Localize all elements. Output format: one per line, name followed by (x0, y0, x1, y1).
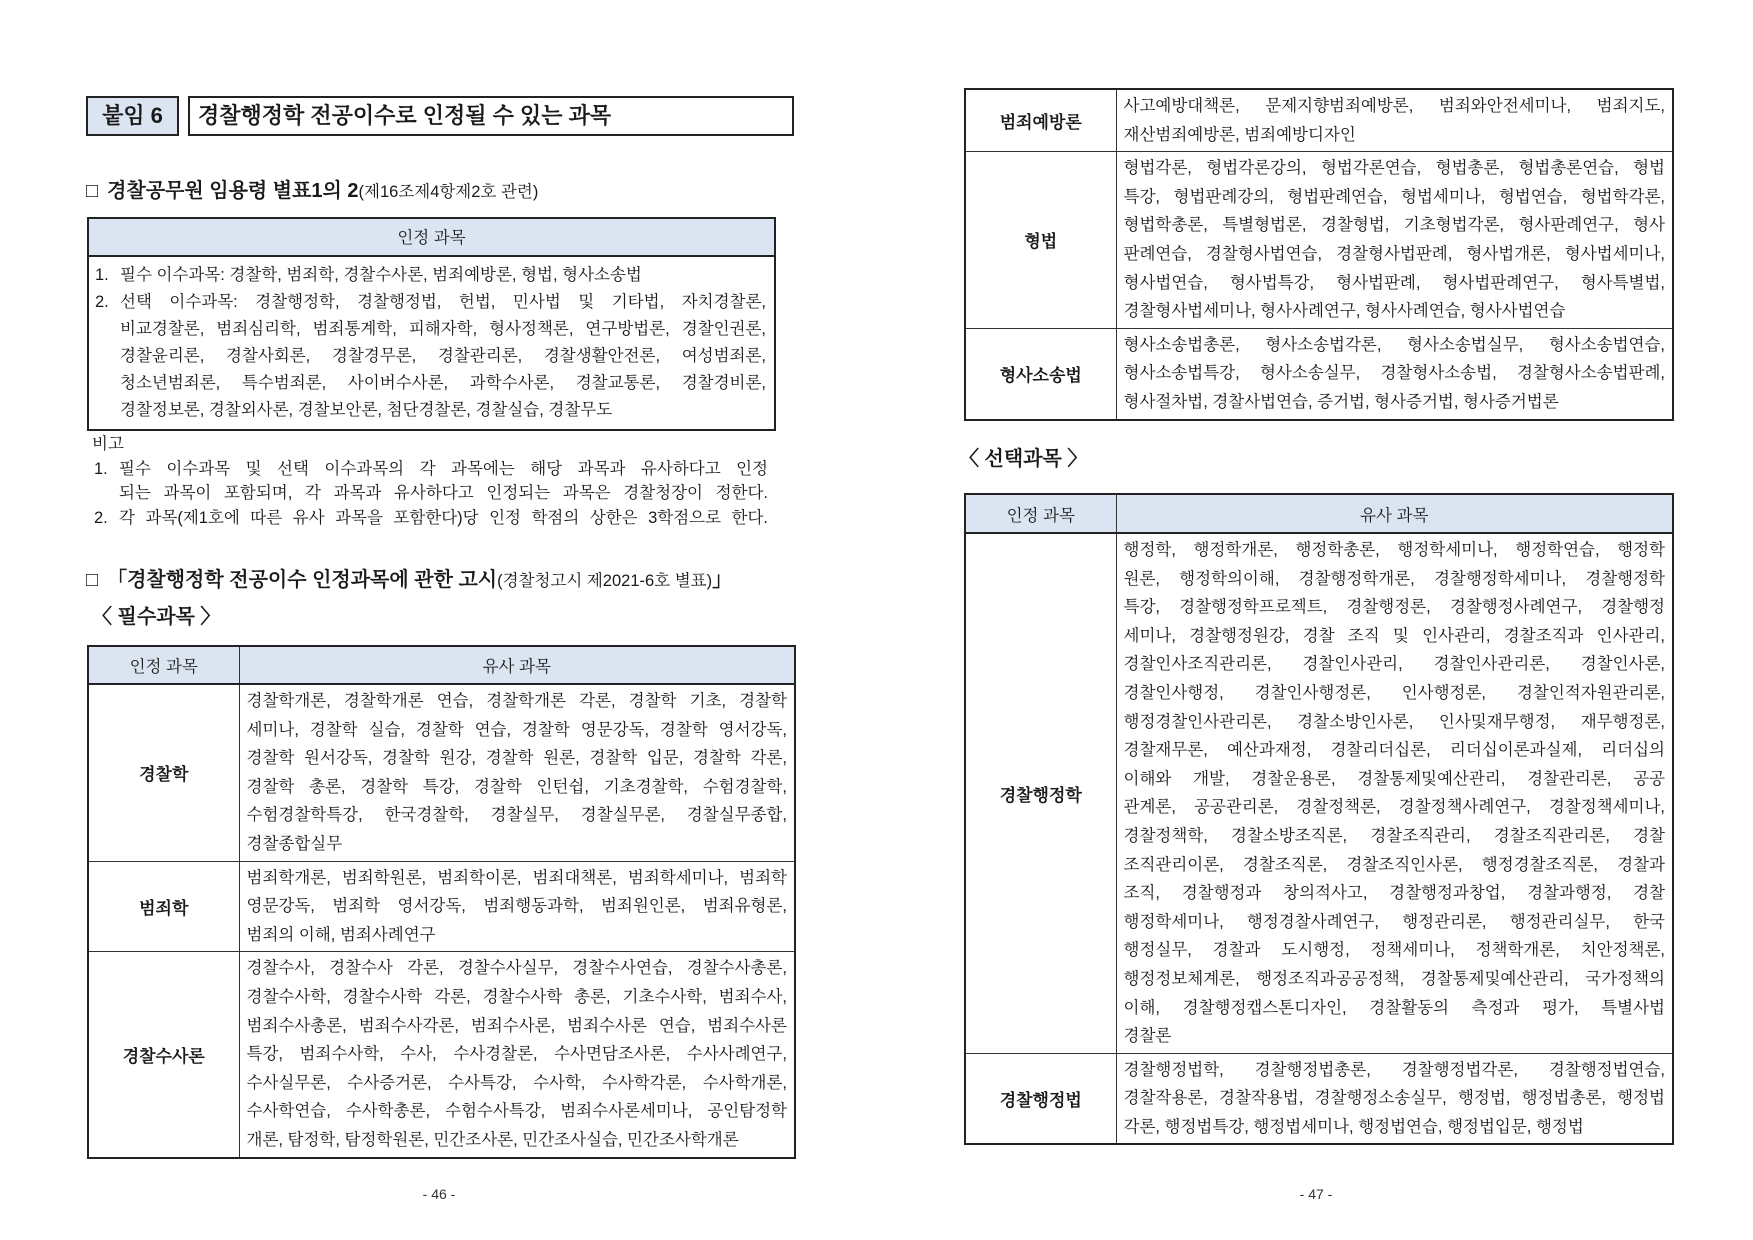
text-line: 경찰학 총론, 경찰학 특강, 경찰학 인턴쉽, 기초경찰학, 수험경찰학, (246, 777, 787, 796)
remarks-title: 비고 (92, 435, 124, 453)
subject-name: 경찰행정학 (965, 533, 1116, 1053)
table-header-row (88, 646, 795, 684)
text-line: 경찰인사조직관리론, 경찰인사관리, 경찰인사관리론, 경찰인사론, (1123, 655, 1665, 674)
text-line: 행정학, 행정학개론, 행정학총론, 행정학세미나, 행정학연습, 행정학 (1123, 541, 1665, 559)
text-line: 경찰정보론, 경찰외사론, 경찰보안론, 첨단경찰론, 경찰실습, 경찰무도 (120, 401, 613, 419)
remark-text (119, 506, 768, 531)
table-row (965, 1053, 1673, 1144)
text-line: 형사소송법총론, 형사소송법각론, 형사소송법실무, 형사소송법연습, (1123, 335, 1665, 354)
remark-item (92, 506, 768, 531)
table-row (965, 89, 1673, 152)
text-line: 세미나, 경찰행정원강, 경찰 조직 및 인사관리, 경찰조직과 인사관리, (1123, 626, 1665, 645)
text-line: 범죄수사총론, 범죄수사각론, 범죄수사론, 범죄수사론 연습, 범죄수사론 (246, 1016, 787, 1035)
recognized-courses-table (87, 217, 776, 431)
item-number: 1. (95, 266, 109, 284)
similar-courses (239, 861, 795, 952)
text-line: 경찰종합실무 (246, 834, 343, 853)
subject-name: 경찰수사론 (88, 952, 239, 1158)
table-row (965, 152, 1673, 329)
attachment-label: 붙임 6 (86, 96, 179, 136)
subject-name: 형사소송법 (965, 328, 1116, 419)
text-line: 필수 이수과목 및 선택 이수과목의 각 과목에는 해당 과목과 유사하다고 인정 (119, 459, 768, 478)
column-header-similar: 유사 과목 (239, 646, 795, 684)
subject-name: 형법 (965, 152, 1116, 329)
text-line: 경찰재무론, 예산과재정, 경찰리더십론, 리더십이론과실제, 리더십의 (1123, 741, 1665, 760)
section-heading-notice (86, 566, 732, 595)
text-line: 각 과목(제1호에 따른 유사 과목을 포함한다)당 인정 학점의 상한은 3학점으로 한다. (119, 508, 768, 527)
checkbox-bullet-icon: □ (86, 180, 99, 202)
table-row (965, 533, 1673, 1053)
similar-courses (1116, 533, 1673, 1053)
required-courses-table (87, 645, 796, 1159)
item-number: 2. (94, 508, 108, 527)
text-line: 경찰론 (1123, 1027, 1172, 1046)
text-line: 경찰행정법학, 경찰행정법총론, 경찰행정법각론, 경찰행정법연습, (1123, 1060, 1665, 1079)
table-row (88, 684, 795, 861)
table-header: 인정 과목 (89, 219, 774, 257)
text-line: 선택 이수과목: 경찰행정학, 경찰행정법, 헌법, 민사법 및 기타법, 자치경찰론, (120, 293, 766, 311)
text-line: 경찰학 원서강독, 경찰학 원강, 경찰학 원론, 경찰학 입문, 경찰학 각론, (246, 749, 787, 768)
list-item (95, 262, 766, 289)
item-number: 1. (94, 459, 108, 478)
similar-courses (239, 684, 795, 861)
text-line: 특강, 경찰행정학프로젝트, 경찰행정론, 경찰행정사례연구, 경찰행정 (1123, 598, 1665, 617)
similar-courses (1116, 328, 1673, 419)
text-line: 경찰학개론, 경찰학개론 연습, 경찰학개론 각론, 경찰학 기초, 경찰학 (246, 692, 787, 710)
text-line: 범죄의 이해, 범죄사례연구 (246, 925, 436, 944)
text-line: 행정학세미나, 행정경찰사례연구, 행정관리론, 행정관리실무, 한국 (1123, 912, 1665, 931)
text-line: 행정경찰인사관리론, 경찰소방인사론, 인사및재무행정, 재무행정론, (1123, 712, 1665, 731)
table-row (965, 328, 1673, 419)
text-line: 조직, 경찰행정과 창의적사고, 경찰행정과창업, 경찰과행정, 경찰 (1123, 884, 1665, 903)
similar-courses (1116, 89, 1673, 152)
page-number: - 47 - (1299, 1186, 1333, 1202)
similar-courses (1116, 152, 1673, 329)
section-heading-note: (경찰청고시 제2021-6호 별표) (497, 572, 713, 590)
text-line: 형사절차법, 경찰사법연습, 증거법, 형사증거법, 형사증거법론 (1123, 392, 1559, 411)
text-line: 이해, 경찰행정캡스톤디자인, 경찰활동의 측정과 평가, 특별사법 (1123, 998, 1665, 1017)
item-text (120, 262, 766, 289)
table-header-row (965, 494, 1673, 533)
similar-courses (239, 952, 795, 1158)
remarks (92, 432, 768, 530)
text-line: 관계론, 공공관리론, 경찰정책론, 경찰정책사례연구, 경찰정책세미나, (1123, 798, 1665, 817)
required-courses-heading: 〈 필수과목 〉 (92, 606, 221, 628)
table-row (88, 861, 795, 952)
text-line: 형법학총론, 특별형법론, 경찰형법, 기초형법각론, 형사판례연구, 형사 (1123, 216, 1665, 235)
text-line: 경찰수사학, 경찰수사학 각론, 경찰수사학 총론, 기초수사학, 범죄수사, (246, 987, 787, 1006)
text-line: 사고예방대책론, 문제지향범죄예방론, 범죄와안전세미나, 범죄지도, (1123, 97, 1665, 115)
section-heading-text: 경찰공무원 임용령 별표1의 2 (107, 180, 359, 202)
text-line: 형법각론, 형법각론강의, 형법각론연습, 형법총론, 형법총론연습, 형법 (1123, 159, 1665, 178)
text-line: 원론, 행정학의이해, 경찰행정학개론, 경찰행정학세미나, 경찰행정학 (1123, 569, 1665, 588)
subject-name: 범죄예방론 (965, 89, 1116, 152)
table-body (89, 257, 774, 429)
text-line: 영문강독, 범죄학 영서강독, 범죄행동과학, 범죄원인론, 범죄유형론, (246, 897, 787, 916)
text-line: 경찰윤리론, 경찰사회론, 경찰경무론, 경찰관리론, 경찰생활안전론, 여성범죄론, (120, 347, 766, 365)
remark-item (92, 457, 768, 506)
column-header-subject: 인정 과목 (88, 646, 239, 684)
text-line: 특강, 형법판례강의, 형법판례연습, 형법세미나, 형법연습, 형법학각론, (1123, 187, 1665, 206)
closing-bracket: 」 (712, 569, 733, 591)
text-line: 형사법연습, 형사법특강, 형사법판례, 형사법판례연구, 형사특별법, (1123, 273, 1665, 292)
text-line: 형사소송법특강, 형사소송실무, 경찰형사소송법, 경찰형사소송법판례, (1123, 364, 1665, 383)
similar-courses (1116, 1053, 1673, 1144)
text-line: 수사학연습, 수사학총론, 수험수사특강, 범죄수사론세미나, 공인탐정학 (246, 1102, 787, 1121)
table-row (88, 952, 795, 1158)
text-line: 수사실무론, 수사증거론, 수사특강, 수사학, 수사학각론, 수사학개론, (246, 1073, 787, 1092)
text-line: 세미나, 경찰학 실습, 경찰학 연습, 경찰학 영문강독, 경찰학 영서강독, (246, 720, 787, 739)
text-line: 범죄학개론, 범죄학원론, 범죄학이론, 범죄대책론, 범죄학세미나, 범죄학 (246, 868, 787, 887)
subject-name: 경찰행정법 (965, 1053, 1116, 1144)
remark-text (119, 457, 768, 506)
text-line: 경찰수사, 경찰수사 각론, 경찰수사실무, 경찰수사연습, 경찰수사총론, (246, 959, 787, 978)
section-heading-appointment-decree (86, 177, 538, 206)
section-heading-text: 「경찰행정학 전공이수 인정과목에 관한 고시 (107, 569, 498, 591)
page-title: 경찰행정학 전공이수로 인정될 수 있는 과목 (188, 96, 794, 136)
item-text (120, 289, 766, 424)
text-line: 판례연습, 경찰형사법연습, 경찰형사법판례, 형사법개론, 형사법세미나, (1123, 244, 1665, 263)
page-number: - 46 - (422, 1186, 456, 1202)
subject-name: 경찰학 (88, 684, 239, 861)
text-line: 이해와 개발, 경찰운용론, 경찰통제및예산관리, 경찰관리론, 공공 (1123, 769, 1665, 788)
text-line: 경찰정책학, 경찰소방조직론, 경찰조직관리, 경찰조직관리론, 경찰 (1123, 826, 1665, 845)
text-line: 각론, 행정법특강, 행정법세미나, 행정법연습, 행정법입문, 행정법 (1123, 1117, 1584, 1136)
elective-courses-heading: 〈 선택과목 〉 (959, 448, 1088, 470)
text-line: 되는 과목이 포함되며, 각 과목과 유사하다고 인정되는 과목은 경찰청장이 정한다. (119, 484, 768, 503)
text-line: 행정정보체계론, 행정조직과공공정책, 경찰통제및예산관리, 국가정책의 (1123, 969, 1665, 988)
text-line: 행정실무, 경찰과 도시행정, 정책세미나, 정책학개론, 치안정책론, (1123, 941, 1665, 960)
text-line: 경찰인사행정, 경찰인사행정론, 인사행정론, 경찰인적자원관리론, (1123, 683, 1665, 702)
text-line: 특강, 범죄수사학, 수사, 수사경찰론, 수사면담조사론, 수사사례연구, (246, 1045, 787, 1064)
text-line: 재산범죄예방론, 범죄예방디자인 (1123, 125, 1356, 144)
text-line: 비교경찰론, 범죄심리학, 범죄통계학, 피해자학, 형사정책론, 연구방법론, 경찰인권론, (120, 320, 766, 338)
column-header-subject: 인정 과목 (965, 494, 1116, 533)
required-courses-table-continued (964, 88, 1674, 421)
text-line: 수험경찰학특강, 한국경찰학, 경찰실무, 경찰실무론, 경찰실무종합, (246, 806, 787, 825)
subject-name: 범죄학 (88, 861, 239, 952)
elective-courses-table (964, 493, 1674, 1145)
text-line: 조직관리이론, 경찰조직론, 경찰조직인사론, 행정경찰조직론, 경찰과 (1123, 855, 1665, 874)
text-line: 경찰형사법세미나, 형사사례연구, 형사사례연습, 형사사법연습 (1123, 302, 1566, 321)
list-item (95, 289, 766, 424)
text-line: 경찰작용론, 경찰작용법, 경찰행정소송실무, 행정법, 행정법총론, 행정법 (1123, 1089, 1665, 1108)
checkbox-bullet-icon: □ (86, 569, 99, 591)
text-line: 개론, 탐정학, 탐정학원론, 민간조사론, 민간조사실습, 민간조사학개론 (246, 1130, 739, 1149)
text-line: 필수 이수과목: 경찰학, 범죄학, 경찰수사론, 범죄예방론, 형법, 형사소송법 (120, 266, 642, 284)
item-number: 2. (95, 293, 109, 311)
column-header-similar: 유사 과목 (1116, 494, 1673, 533)
text-line: 청소년범죄론, 특수범죄론, 사이버수사론, 과학수사론, 경찰교통론, 경찰경비론, (120, 374, 766, 392)
section-heading-note: (제16조제4항제2호 관련) (358, 183, 539, 201)
